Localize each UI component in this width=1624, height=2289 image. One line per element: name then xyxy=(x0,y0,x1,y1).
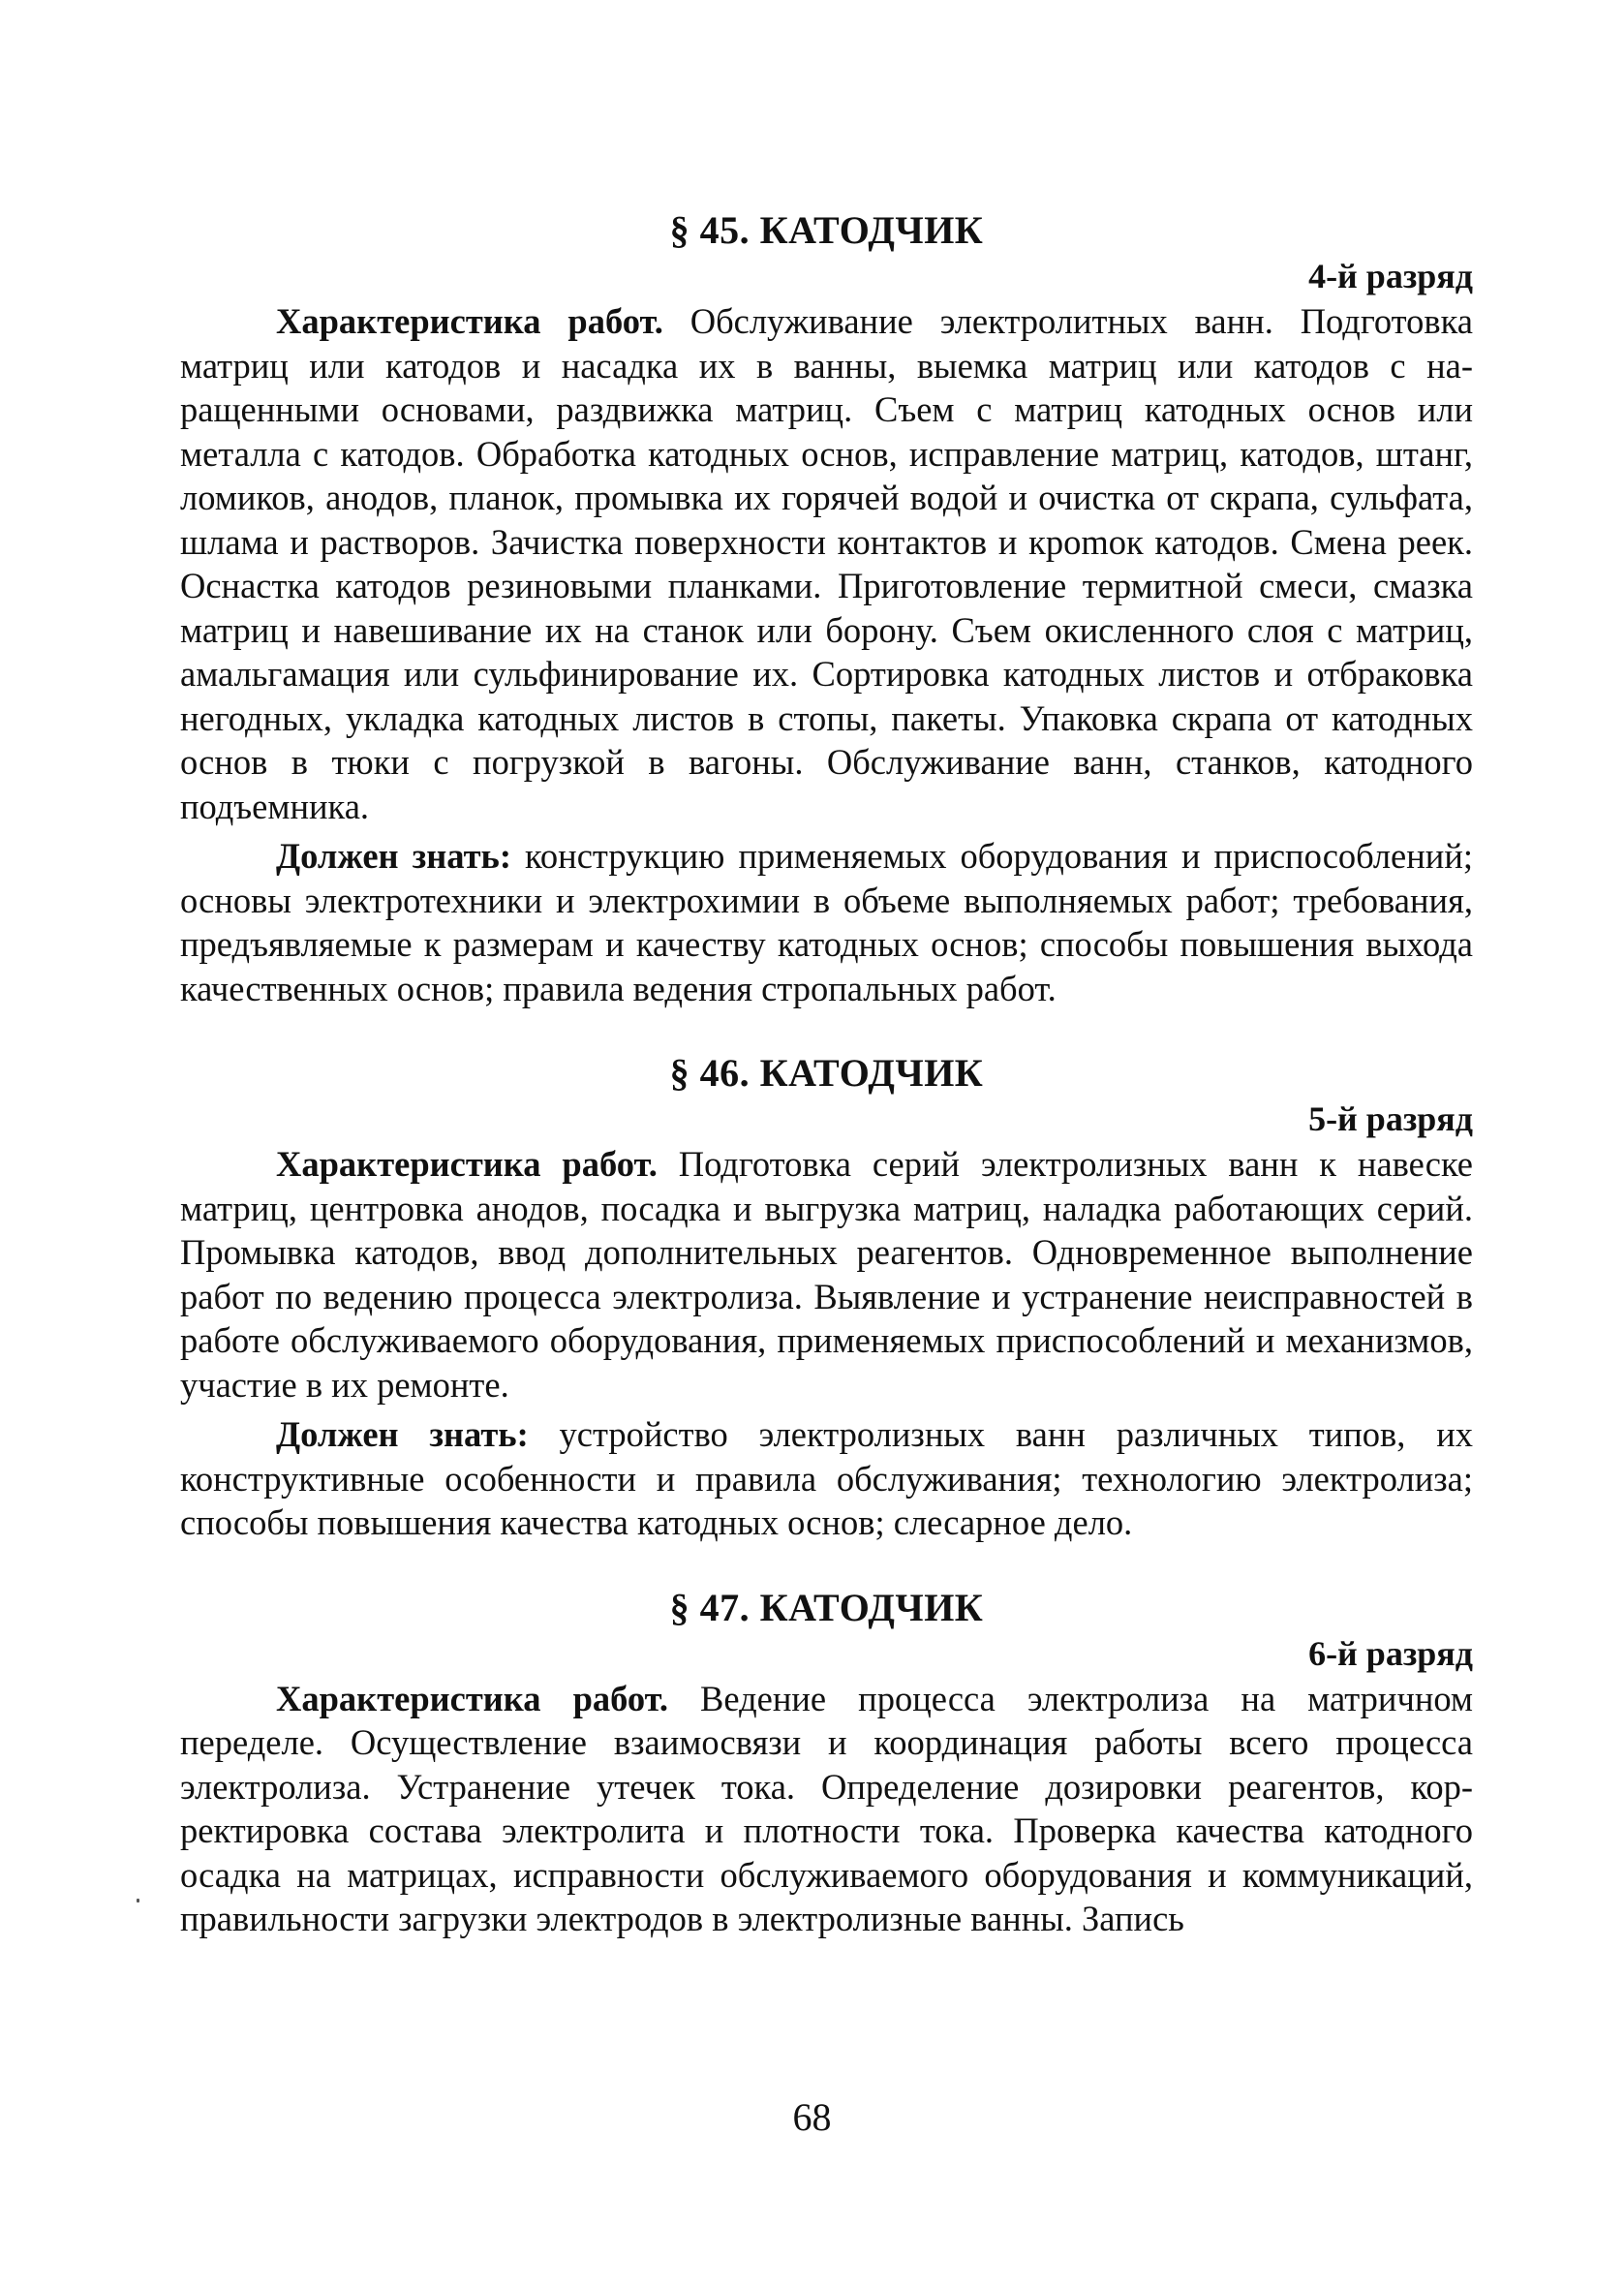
must-know-paragraph xyxy=(180,1412,1473,1545)
section-47 xyxy=(180,1586,1473,1941)
work-characteristics-label: Характеристика работ. xyxy=(276,301,663,341)
page-body xyxy=(180,208,1473,1982)
section-45 xyxy=(180,208,1473,1010)
scan-speck xyxy=(137,1899,139,1902)
section-title: § 46. КАТОДЧИК xyxy=(669,1051,984,1095)
work-characteristics-label: Характеристика работ. xyxy=(276,1144,658,1184)
page-number: 68 xyxy=(792,2095,832,2139)
work-characteristics-paragraph xyxy=(180,1142,1473,1407)
work-characteristics-text: Ведение процесса электролиза на матричном переделе. Осуществление взаимосвязи и координация работы всего процесса электролиза. Устранение утечек тока. Определение дозировки реагентов, корректировка состава электролита и плотности тока. Проверка качества катодного осадка на матрицах, исправности обслуживаемого оборудования и коммуникаций, правильности загрузки электродов в электролизные ванны. Запись xyxy=(180,1678,1474,1938)
grade-label: 6-й разряд xyxy=(1308,1633,1473,1673)
grade-label: 5-й разряд xyxy=(1308,1099,1473,1138)
work-characteristics-text: Обслуживание электролитных ванн. Подготовка матриц или катодов и насадка их в ванны, выемка матриц или катодов с наращенными основами, раздвижка матриц. Съем с матриц катодных основ или металла с катодов. Обработка катодных основ, исправление матриц, катодов, штанг, ломиков, анодов, планок, промывка их горячей водой и очистка от скрапа, сульфата, шлама и растворов. Зачистка поверхности контактов и кроmок катодов. Смена реек. Оснастка катодов резиновыми планками. Приготовление термитной смеси, смазка матриц и навешивание их на станок или борону. Съем окисленного слоя с матриц, амальгамация или сульфинирование их. Сортировка катодных листов и отбраковка негодных, укладка катодных листов в стопы, пакеты. Упаковка скрапа от катодных основ в тюки с погрузкой в вагоны. Обслуживание ванн, станков, катодного подъемника. xyxy=(180,301,1473,826)
must-know-text: устройство электролизных ванн различных типов, их конструктивные особенности и правила обслуживания; технологию электролиза; способы повышения качества катодных основ; слесарное дело. xyxy=(180,1414,1473,1542)
work-characteristics-paragraph xyxy=(180,299,1473,828)
must-know-text: конструкцию применяемых оборудования и приспособлений; основы электротехники и электрохимии в объеме выполняемых работ; требования, предъявляемые к размерам и качеству катодных основ; способы повышения выхода качественных основ; правила ведения стропальных работ. xyxy=(180,836,1473,1008)
must-know-label: Должен знать: xyxy=(276,1414,529,1454)
work-characteristics-text: Подготовка серий электролизных ванн к навеске матриц, центровка анодов, посадка и выгрузка матриц, наладка работающих серий. Промывка катодов, ввод дополнительных реагентов. Одновременное выполнение работ по ведению процесса электролиза. Выявление и устранение неисправностей в работе обслуживаемого оборудования, применяемых приспособлений и механизмов, участие в их ремонте. xyxy=(180,1144,1474,1405)
work-characteristics-paragraph xyxy=(180,1677,1473,1941)
section-46 xyxy=(180,1051,1473,1545)
work-characteristics-label: Характеристика работ. xyxy=(276,1678,668,1718)
must-know-paragraph xyxy=(180,834,1473,1010)
grade-label: 4-й разряд xyxy=(1308,257,1473,295)
section-title: § 47. КАТОДЧИК xyxy=(669,1585,984,1629)
must-know-label: Должен знать: xyxy=(276,836,512,876)
section-title: § 45. КАТОДЧИК xyxy=(669,208,984,252)
